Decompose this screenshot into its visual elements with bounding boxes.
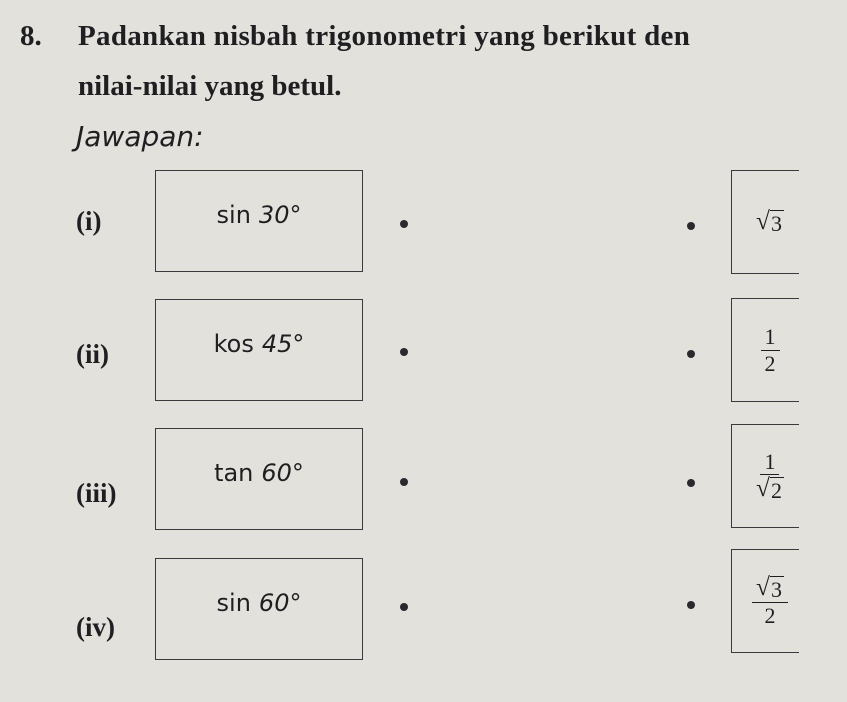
item-label-ii: (ii) — [76, 339, 109, 369]
trig-function: tan — [214, 459, 254, 487]
item-label-iv: (iv) — [76, 612, 115, 642]
trig-function: sin — [216, 589, 251, 617]
trig-angle: 60° — [261, 459, 304, 487]
trig-box-iii — [155, 428, 363, 530]
right-dot-3[interactable] — [687, 479, 695, 487]
item-label-iii: (iii) — [76, 478, 117, 508]
value-box-1 — [731, 170, 799, 274]
trig-expression-iv — [217, 589, 302, 617]
left-dot-i[interactable] — [400, 220, 408, 228]
value-sqrt-3: √ 3 — [756, 207, 782, 236]
trig-box-iv — [155, 558, 363, 660]
trig-expression-ii — [214, 330, 305, 358]
trig-function: kos — [213, 330, 254, 358]
right-dot-4[interactable] — [687, 601, 695, 609]
trig-angle: 45° — [261, 330, 305, 358]
trig-box-i — [155, 170, 363, 272]
left-dot-iv[interactable] — [400, 603, 408, 611]
answer-label: Jawapan: — [76, 120, 204, 153]
trig-angle: 60° — [258, 589, 302, 617]
value-box-3 — [731, 424, 799, 528]
value-sqrt-3-over-2: √ 3 2 — [741, 549, 799, 653]
left-dot-iii[interactable] — [400, 478, 408, 486]
trig-angle: 30° — [258, 201, 302, 229]
item-label-i: (i) — [76, 206, 102, 236]
question-text-line-2: nilai-nilai yang betul. — [78, 70, 342, 102]
trig-function: sin — [216, 201, 251, 229]
trig-expression-i — [217, 201, 302, 229]
value-box-2 — [731, 298, 799, 402]
trig-box-ii — [155, 299, 363, 401]
right-dot-1[interactable] — [687, 222, 695, 230]
left-dot-ii[interactable] — [400, 348, 408, 356]
value-one-half: $\frac{1}{2}$ — [741, 298, 799, 402]
question-text-line-1: Padankan nisbah trigonometri yang berikut den — [78, 20, 691, 52]
question-number: 8. — [20, 20, 42, 52]
right-dot-2[interactable] — [687, 350, 695, 358]
value-box-4 — [731, 549, 799, 653]
trig-expression-iii — [214, 459, 304, 487]
value-one-over-sqrt-2: 1 √ 2 — [756, 449, 782, 503]
